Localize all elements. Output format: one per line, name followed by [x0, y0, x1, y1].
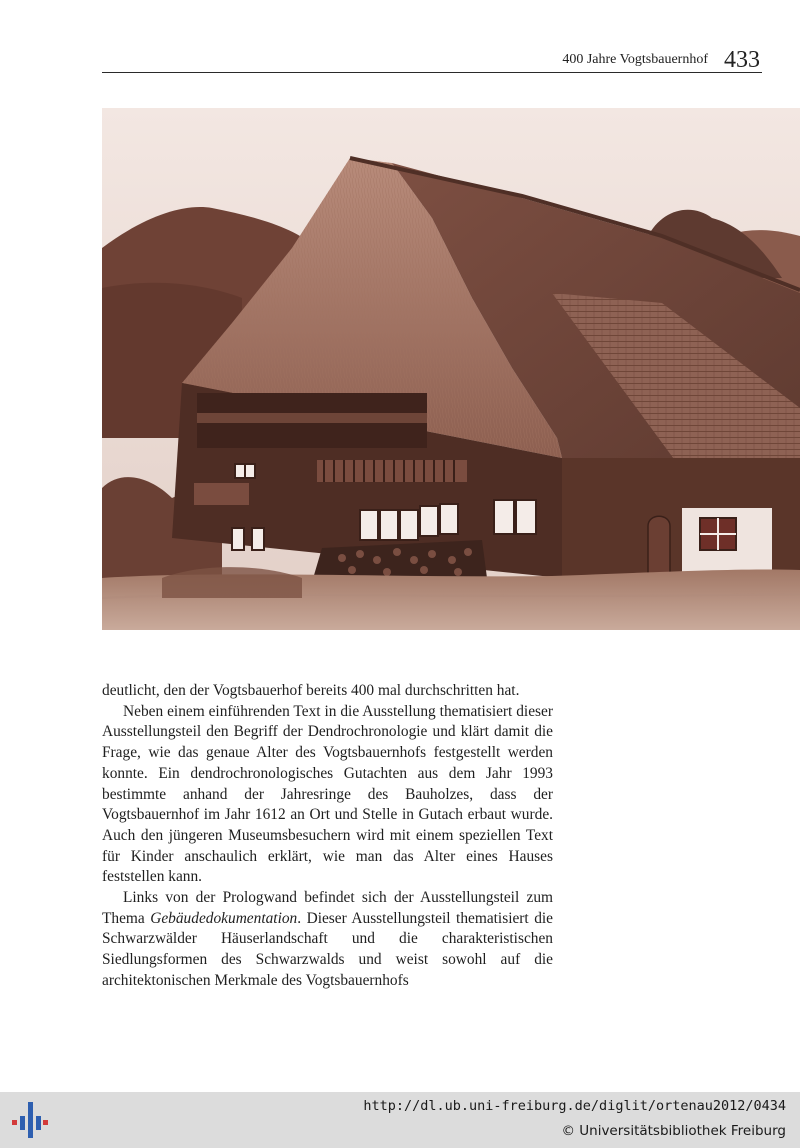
running-head	[102, 46, 762, 73]
page-number: 433	[724, 47, 760, 73]
ub-freiburg-logo-icon	[10, 1100, 50, 1140]
farmhouse-photo	[102, 108, 800, 630]
paragraph-2: Neben einem einführenden Text in die Ausstellung thematisiert dieser Ausstellungsteil den Begriff der Dendrochronologie und klärt damit die Frage, wie das genaue Alter des Vogtsbauernhofs festgestellt werden konnte. Ein dendrochronologisches Gutachten aus dem Jahr 1993 bestimmte anhand der Jahresringe des Bauholzes, dass der Vogtsbauernhof im Jahr 1612 an Ort und Stelle in Gutach erbaut wurde. Auch den jüngeren Museumsbesuchern wird mit einem speziellen Text für Kinder anschaulich erklärt, wie man das Alter eines Hauses feststellen kann.	[102, 702, 553, 886]
running-title: 400 Jahre Vogtsbauernhof	[562, 52, 708, 67]
paragraph-3-text-end: . Dieser Ausstellungsteil thematisiert die Schwarzwälder Häuserlandschaft und die charakteristischen Siedlungsformen des Schwarzwalds und weist sowohl auf die architektonischen Merkmale des Vogtsbauernhofs	[102, 909, 553, 989]
body-text	[102, 681, 553, 992]
paragraph-3-italic-term: Gebäudedokumentation	[150, 909, 298, 927]
copyright-notice: © Universitätsbibliothek Freiburg	[561, 1123, 786, 1139]
footer-bar	[0, 1092, 800, 1148]
paragraph-1: deutlicht, den der Vogtsbauerhof bereits 400 mal durchschritten hat.	[102, 682, 520, 699]
paragraph-3-text-start: Links von der Prologwand befindet sich der Ausstellungsteil zum Thema	[102, 889, 553, 927]
source-url-link[interactable]: http://dl.ub.uni-freiburg.de/diglit/ortenau2012/0434	[363, 1098, 786, 1114]
paragraph-3	[102, 888, 553, 992]
